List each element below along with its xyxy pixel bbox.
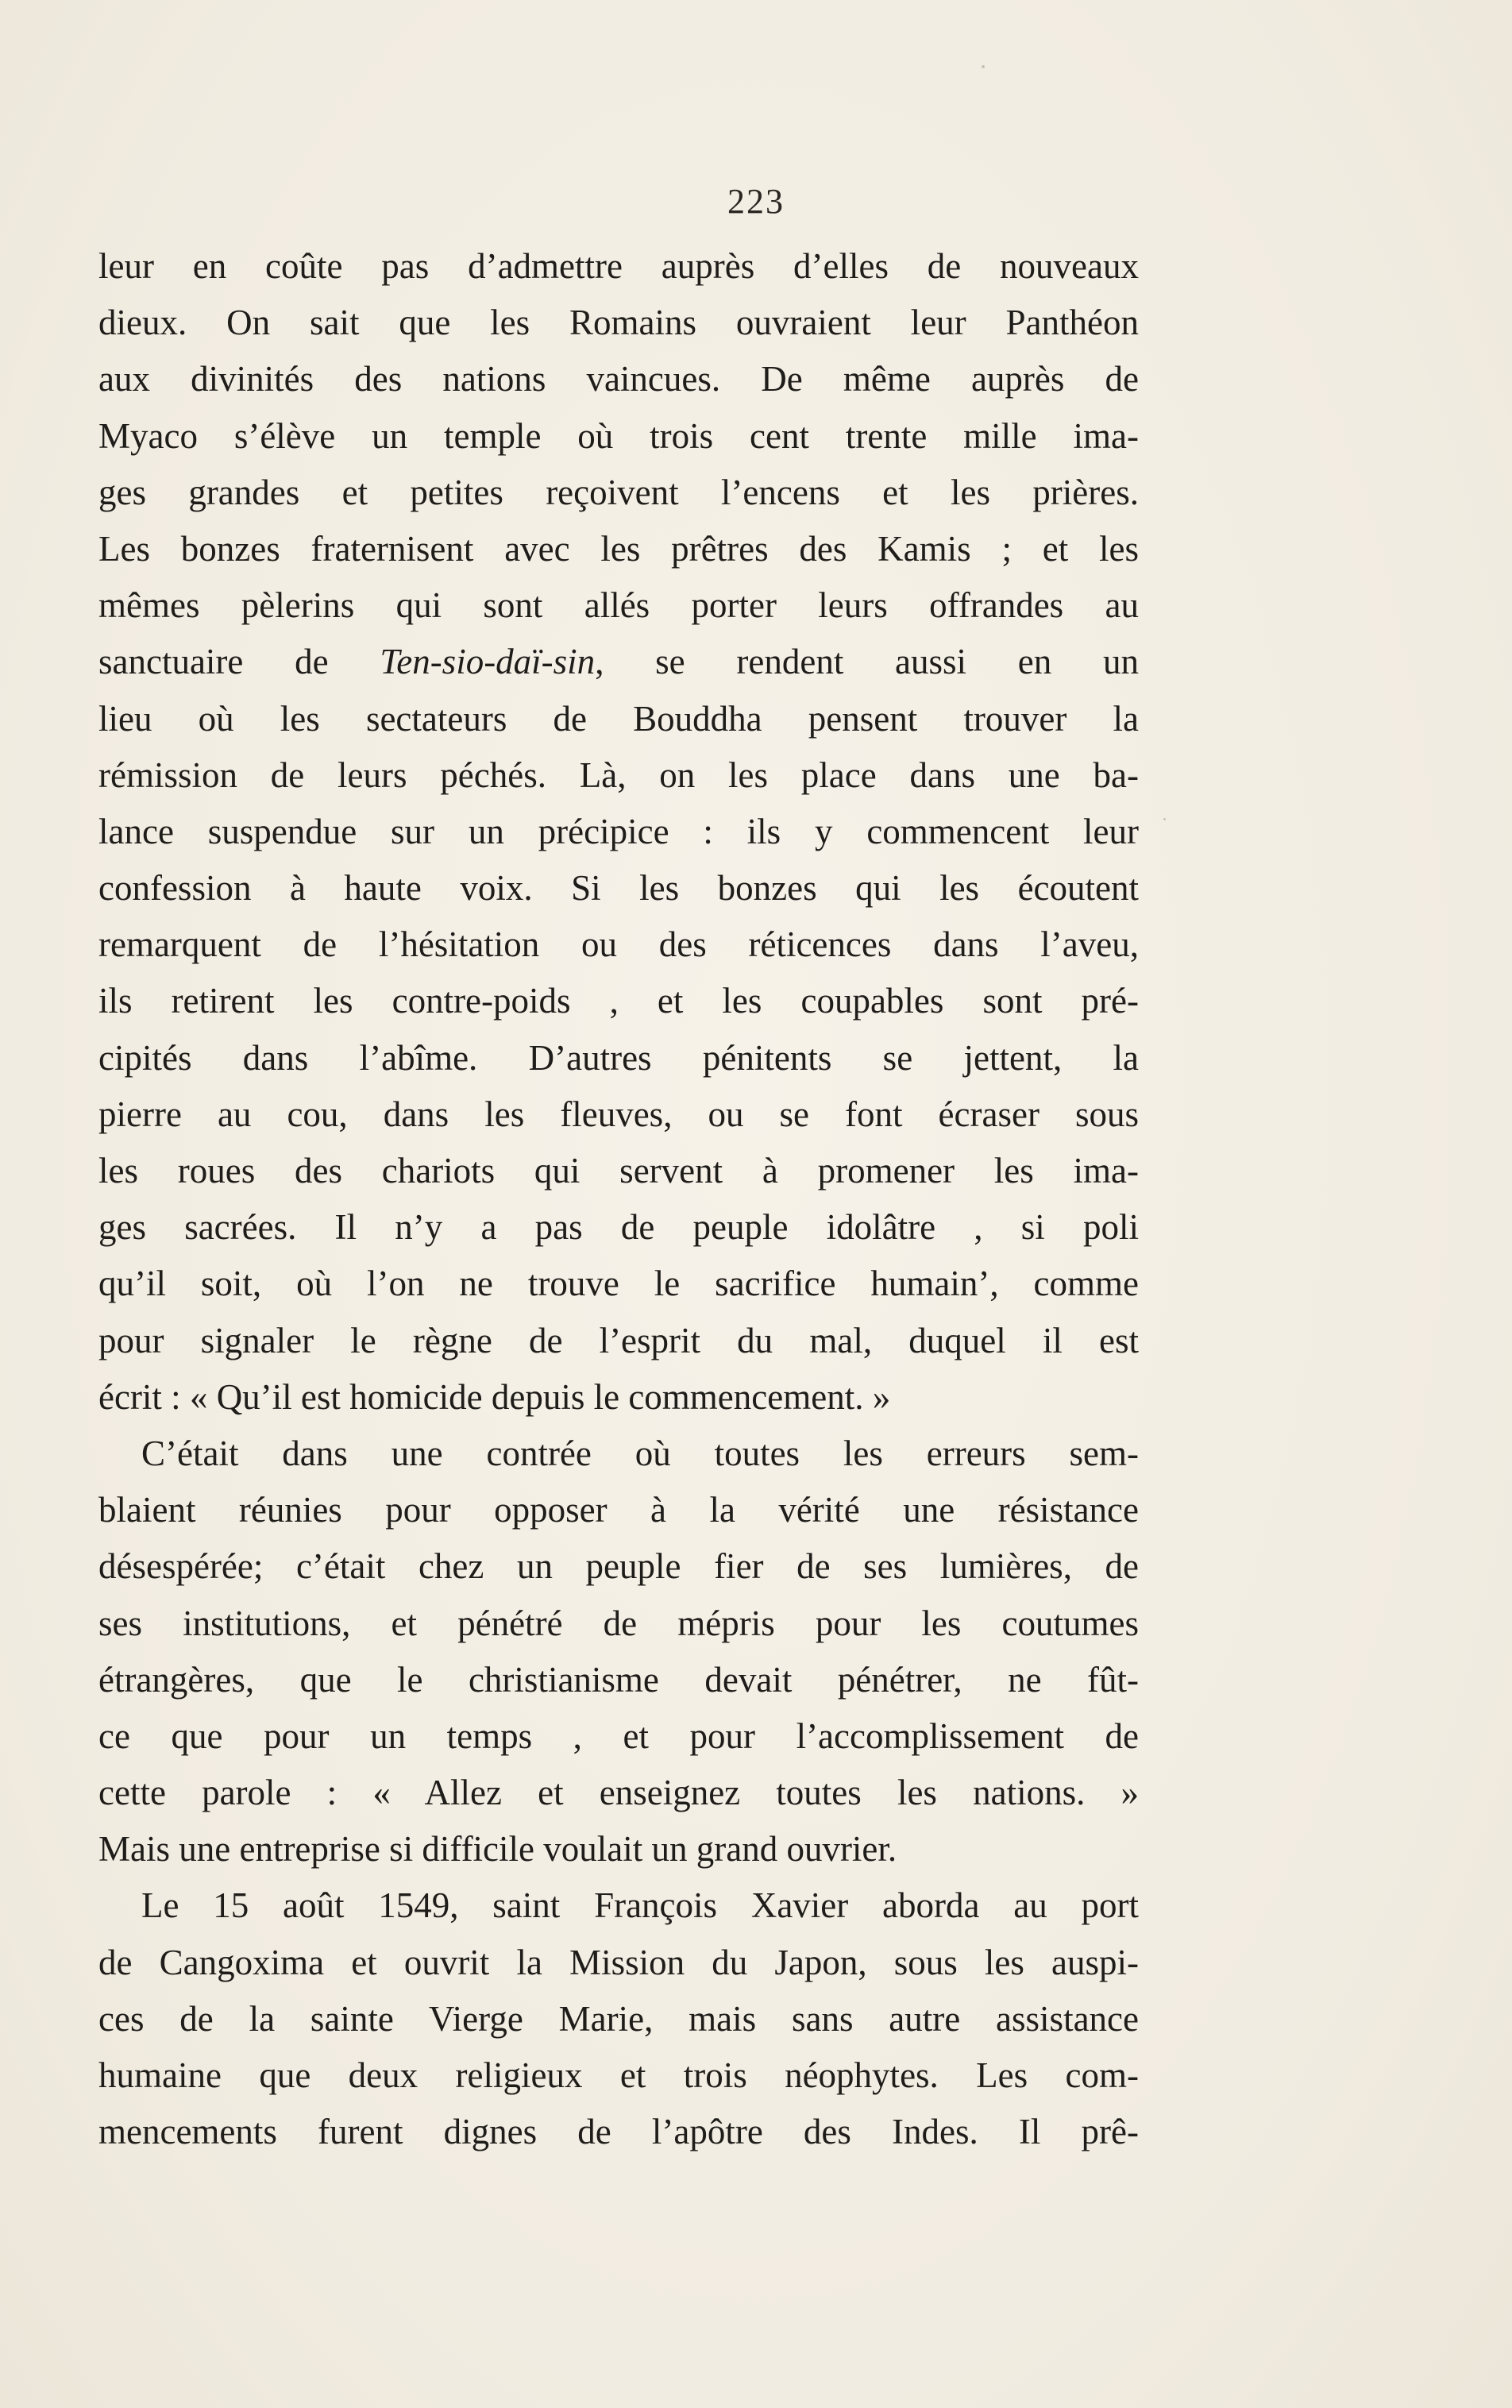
text-line: dieux. On sait que les Romains ouvraient leur Panthéon bbox=[98, 303, 1139, 343]
text-line: qu’il soit, où l’on ne trouve le sacrifice humain’, comme bbox=[98, 1264, 1139, 1304]
text-line: ges grandes et petites reçoivent l’encens et les prières. bbox=[98, 472, 1139, 512]
text-line: Mais une entreprise si difficile voulait un grand ouvrier. bbox=[98, 1829, 897, 1870]
text-line: les roues des chariots qui servent à promener les ima- bbox=[98, 1151, 1139, 1190]
text-segment: , se rendent aussi en un bbox=[595, 642, 1139, 682]
text-line: ils retirent les contre-poids , et les coupables sont pré- bbox=[98, 981, 1139, 1021]
text-line: ges sacrées. Il n’y a pas de peuple idolâtre , si poli bbox=[98, 1207, 1139, 1248]
text-line: mencements furent dignes de l’apôtre des Indes. Il prê- bbox=[98, 2112, 1139, 2152]
text-line: ses institutions, et pénétré de mépris pour les coutumes bbox=[98, 1603, 1139, 1643]
text-line: étrangères, que le christianisme devait pénétrer, ne fût- bbox=[98, 1659, 1139, 1700]
text-line: blaient réunies pour opposer à la vérité une résistance bbox=[98, 1490, 1139, 1530]
text-line: de Cangoxima et ouvrit la Mission du Japon, sous les auspi- bbox=[98, 1942, 1139, 1982]
text-line: lance suspendue sur un précipice : ils y commencent leur bbox=[98, 811, 1139, 851]
italic-place-name: Ten-sio-daï-sin bbox=[380, 642, 596, 682]
text-line: pierre au cou, dans les fleuves, ou se font écraser sous bbox=[98, 1094, 1139, 1134]
text-line: mêmes pèlerins qui sont allés porter leurs offrandes au bbox=[98, 585, 1139, 626]
text-line: Les bonzes fraternisent avec les prêtres des Kamis ; et les bbox=[98, 528, 1139, 569]
body-text bbox=[98, 238, 1139, 2160]
text-line: cipités dans l’abîme. D’autres pénitents se jettent, la bbox=[98, 1037, 1139, 1078]
text-line: pour signaler le règne de l’esprit du mal, duquel il est bbox=[98, 1320, 1139, 1360]
text-line: confession à haute voix. Si les bonzes qui les écoutent bbox=[98, 868, 1139, 909]
text-line: C’était dans une contrée où toutes les erreurs sem- bbox=[141, 1433, 1139, 1473]
text-line: ces de la sainte Vierge Marie, mais sans autre assistance bbox=[98, 1998, 1139, 2039]
text-line: lieu où les sectateurs de Bouddha pensent trouver la bbox=[98, 698, 1139, 739]
text-line: cette parole : « Allez et enseignez toutes les nations. » bbox=[98, 1773, 1139, 1813]
text-line: Myaco s’élève un temple où trois cent trente mille ima- bbox=[98, 415, 1139, 456]
text-line: rémission de leurs péchés. Là, on les place dans une ba- bbox=[98, 754, 1139, 795]
text-line: remarquent de l’hésitation ou des réticences dans l’aveu, bbox=[98, 924, 1139, 965]
text-line: désespérée; c’était chez un peuple fier de ses lumières, de bbox=[98, 1546, 1139, 1587]
text-line: écrit : « Qu’il est homicide depuis le commencement. » bbox=[98, 1376, 891, 1417]
text-line: leur en coûte pas d’admettre auprès d’elles de nouveaux bbox=[98, 246, 1139, 286]
text-line: ce que pour un temps , et pour l’accomplissement de bbox=[98, 1715, 1139, 1756]
paper-speck bbox=[1163, 818, 1166, 820]
text-line bbox=[98, 634, 1139, 690]
page-number: 223 bbox=[727, 182, 785, 221]
text-line: humaine que deux religieux et trois néophytes. Les com- bbox=[98, 2055, 1139, 2095]
text-segment: sanctuaire de bbox=[98, 642, 380, 682]
text-line: aux divinités des nations vaincues. De même auprès de bbox=[98, 359, 1139, 399]
text-line: Le 15 août 1549, saint François Xavier aborda au port bbox=[141, 1885, 1139, 1926]
paper-speck bbox=[982, 65, 985, 68]
